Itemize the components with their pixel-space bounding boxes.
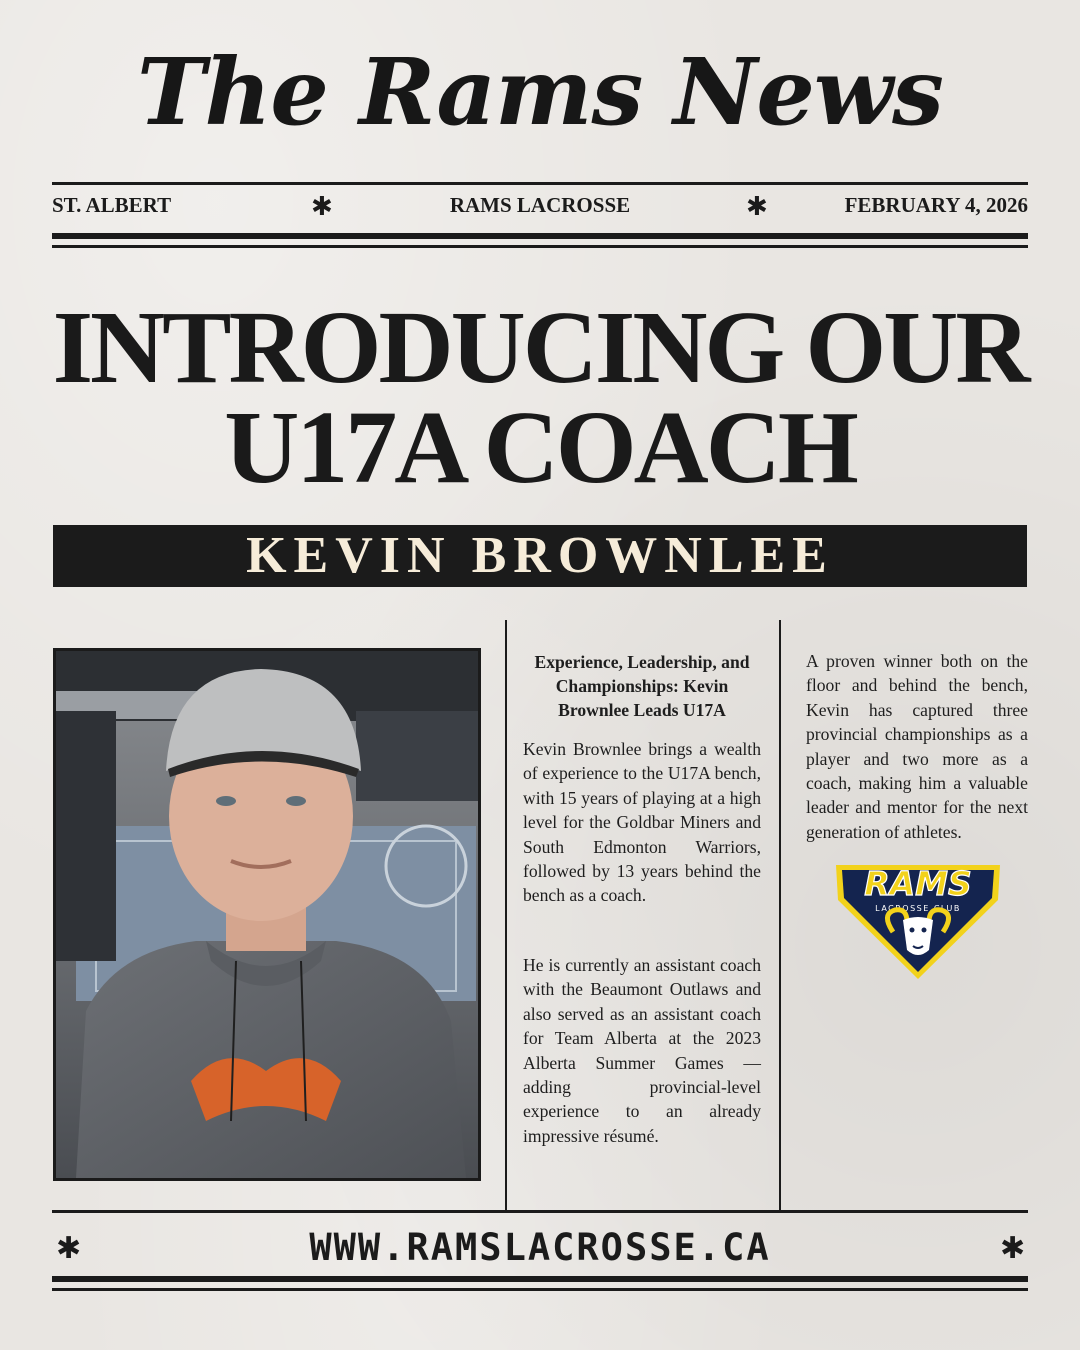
- masthead-title: The Rams News: [137, 38, 943, 146]
- dateline-section: RAMS LACROSSE: [449, 193, 631, 217]
- dateline-date: FEBRUARY 4, 2026: [844, 193, 1028, 217]
- article-paragraph-2: He is currently an assistant coach with the Beaumont Outlaws and also served as an assistant coach for Team Alberta at the 2023 Alberta Summer Games — adding provincial-level experience to an already impressive résumé.: [523, 955, 761, 1146]
- dateline-location: ST. ALBERT: [52, 193, 172, 217]
- article-paragraph-3: A proven winner both on the floor and behind the bench, Kevin has captured three provincial championships as a player and two more as a coach, making him a valuable leader and mentor for the next generation of athletes.: [806, 651, 1028, 842]
- headline-line-2: U17A COACH: [224, 390, 856, 505]
- dateline-bottom-rule-thick: [52, 233, 1028, 239]
- footer-bottom-rule-thin: [52, 1288, 1028, 1291]
- asterisk-ornament-icon: ✱: [56, 1231, 82, 1266]
- asterisk-ornament-icon: ✱: [1000, 1231, 1026, 1266]
- article-subhead: Experience, Leadership, and Championships: Kevin Brownlee Leads U17A: [534, 652, 750, 720]
- footer-bottom-rule-thick: [52, 1276, 1028, 1282]
- asterisk-ornament-icon: ✱: [746, 192, 768, 222]
- logo-wordmark: RAMS: [864, 864, 972, 903]
- footer-top-rule: [52, 1210, 1028, 1213]
- coach-name-banner: [53, 525, 1027, 587]
- coach-photo: [53, 648, 481, 1181]
- coach-name: KEVIN BROWNLEE: [246, 527, 834, 584]
- logo-tagline: LACROSSE CLUB: [875, 904, 961, 913]
- dateline-top-rule: [52, 182, 1028, 185]
- dateline-bottom-rule-thin: [52, 245, 1028, 248]
- column-divider-left: [505, 620, 507, 1212]
- rams-lacrosse-logo: [833, 862, 1003, 982]
- rams-logo-badge: [833, 862, 1003, 982]
- column-divider-right: [779, 620, 781, 1212]
- footer-website-link[interactable]: WWW.RAMSLACROSSE.CA: [309, 1226, 771, 1269]
- article-paragraph-1: Kevin Brownlee brings a wealth of experience to the U17A bench, with 15 years of playing at a high level for the Goldbar Miners and South Edmonton Warriors, followed by 13 years behind the bench as a coach.: [523, 739, 761, 906]
- asterisk-ornament-icon: ✱: [311, 192, 333, 222]
- headline-line-1: INTRODUCING OUR: [52, 290, 1028, 405]
- coach-photo-illustration: [56, 651, 478, 1178]
